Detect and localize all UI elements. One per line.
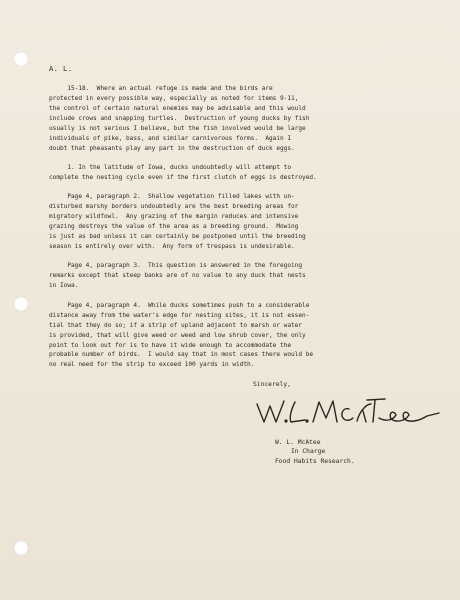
- text-line: point to look out for is to have it wide enough to accommodate the: [49, 341, 292, 349]
- text-line: is just as bad unless it can certainly be postponed until the breeding: [49, 233, 306, 241]
- text-line: probable number of birds. I would say that in most cases there would be: [49, 351, 314, 359]
- signer-office: Food Habits Research.: [275, 457, 355, 465]
- punch-hole-top: [14, 52, 28, 66]
- text-line: include crows and snapping turtles. Destruction of young ducks by fish: [49, 114, 310, 122]
- text-line: 15-18. Where an actual refuge is made and the birds are: [49, 85, 273, 92]
- letter-paragraph: [49, 261, 424, 291]
- text-line: usually is not serious I believe, but the fish involved would be large: [49, 124, 306, 132]
- text-line: individuals of pike, bass, and similar carnivorous forms. Again I: [49, 134, 292, 142]
- text-line: distance away from the water's edge for nesting sites, it is not essen-: [49, 311, 310, 319]
- letter-paragraph: [49, 192, 424, 252]
- text-line: is provided, that will give weed or weed and low shrub cover, the only: [49, 331, 306, 339]
- text-line: Page 4, paragraph 4. While ducks sometimes push to a considerable: [49, 301, 310, 309]
- handwritten-signature: [253, 392, 443, 428]
- signer-name: W. L. McAtee: [275, 439, 321, 446]
- text-line: remarks except that steep banks are of no value to any duck that nests: [49, 272, 306, 280]
- text-line: doubt that pheasants play any part in the destruction of duck eggs.: [49, 144, 295, 152]
- letter-paragraph: [49, 301, 424, 371]
- letter-recipient-initials: A. L.: [49, 64, 73, 73]
- text-line: Page 4, paragraph 3. This question is answered in the foregoing: [49, 262, 303, 270]
- signature-block: [275, 438, 355, 466]
- punch-hole-bottom: [14, 541, 28, 555]
- text-line: disturbed marshy borders undoubtedly are the best breeding areas for: [49, 203, 299, 211]
- text-line: protected in every possible way, especially as noted for items 9-11,: [49, 94, 299, 102]
- letter-paragraph: [49, 84, 424, 154]
- text-line: grazing destroys the value of the area as a breeding ground. Mowing: [49, 223, 299, 231]
- closing-salutation: Sincerely,: [253, 381, 291, 388]
- text-line: 1. In the latitude of Iowa, ducks undoubtedly will attempt to: [49, 164, 292, 172]
- signer-title: In Charge: [291, 448, 326, 456]
- text-line: complete the nesting cycle even if the first clutch of eggs is destroyed.: [49, 174, 317, 182]
- text-line: the control of certain natural enemies may be advisable and this would: [49, 104, 306, 112]
- letter-body: [49, 84, 424, 380]
- letter-paragraph: [49, 163, 424, 183]
- text-line: no real need for the strip to exceed 100 yards in width.: [49, 361, 255, 369]
- text-line: in Iowa.: [49, 282, 79, 290]
- text-line: Page 4, paragraph 2. Shallow vegetation filled lakes with un-: [49, 193, 295, 201]
- text-line: tial that they do so; if a strip of upland adjacent to marsh or water: [49, 321, 303, 329]
- text-line: migratory wildfowl. Any grazing of the margin reduces and intensive: [49, 213, 299, 221]
- punch-hole-middle: [14, 297, 28, 311]
- text-line: season is entirely over with. Any form of trespass is undesirable.: [49, 243, 295, 251]
